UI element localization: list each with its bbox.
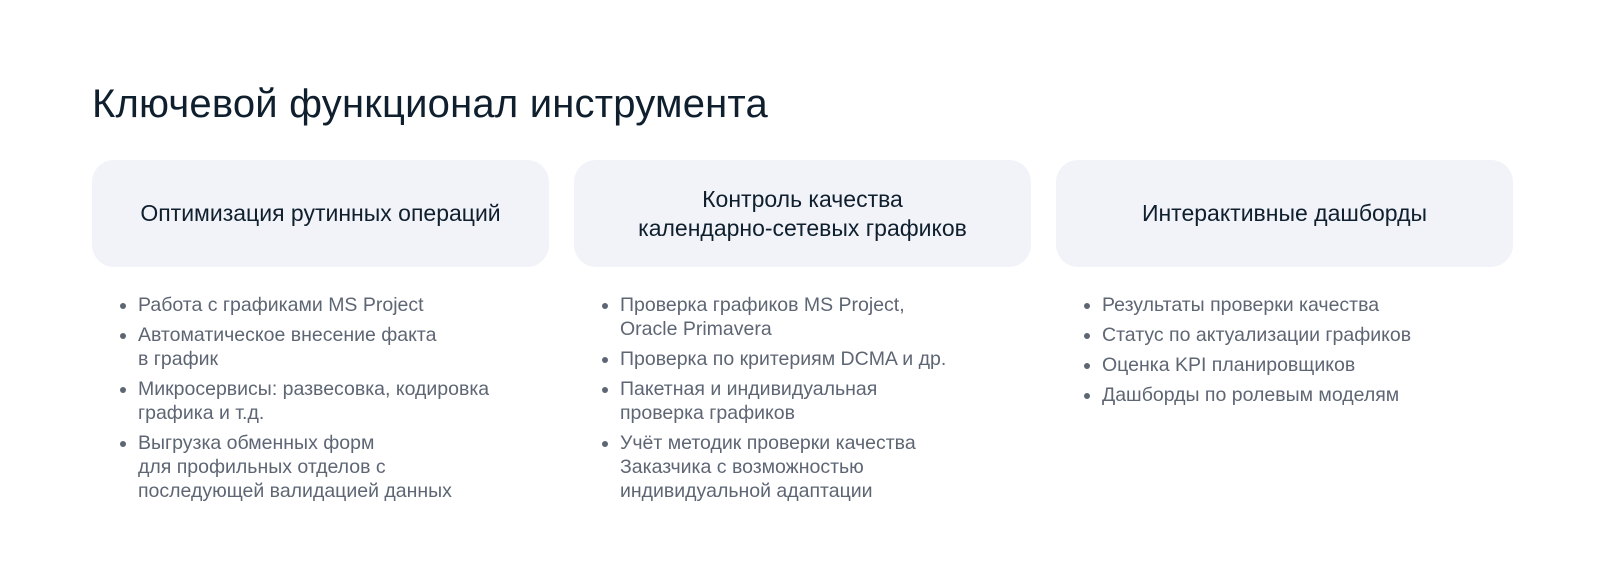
- list-item: Автоматическое внесение факта в график: [118, 323, 549, 371]
- feature-column-dashboards: [1056, 160, 1513, 509]
- page-title: Ключевой функционал инструмента: [92, 82, 768, 126]
- feature-columns: [92, 160, 1513, 509]
- feature-card-title: Контроль качества календарно-сетевых графиков: [638, 185, 967, 241]
- list-item: Учёт методик проверки качества Заказчика с возможностью индивидуальной адаптации: [600, 431, 1031, 503]
- list-item: Статус по актуализации графиков: [1082, 323, 1513, 347]
- feature-card: [1056, 160, 1513, 267]
- list-item: Дашборды по ролевым моделям: [1082, 383, 1513, 407]
- feature-card: [92, 160, 549, 267]
- list-item: Результаты проверки качества: [1082, 293, 1513, 317]
- feature-column-routine: [92, 160, 549, 509]
- list-item: Оценка KPI планировщиков: [1082, 353, 1513, 377]
- feature-card-title: Оптимизация рутинных операций: [140, 200, 501, 226]
- list-item: Проверка по критериям DCMA и др.: [600, 347, 1031, 371]
- feature-list: [574, 293, 1031, 503]
- list-item: Работа с графиками MS Project: [118, 293, 549, 317]
- list-item: Микросервисы: развесовка, кодировка графика и т.д.: [118, 377, 549, 425]
- feature-list: [92, 293, 549, 503]
- feature-list: [1056, 293, 1513, 407]
- feature-card: [574, 160, 1031, 267]
- list-item: Проверка графиков MS Project, Oracle Primavera: [600, 293, 1031, 341]
- list-item: Выгрузка обменных форм для профильных отделов с последующей валидацией данных: [118, 431, 549, 503]
- feature-card-title: Интерактивные дашборды: [1141, 200, 1428, 226]
- list-item: Пакетная и индивидуальная проверка графиков: [600, 377, 1031, 425]
- feature-column-quality: [574, 160, 1031, 509]
